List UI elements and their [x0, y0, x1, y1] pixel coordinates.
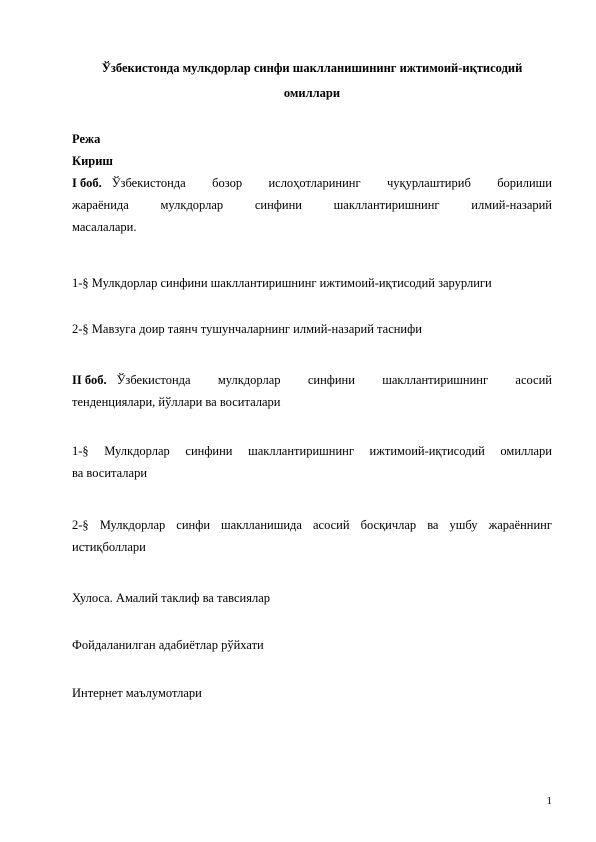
chapter-1-line-1 — [72, 172, 552, 194]
section-2-2 — [72, 514, 552, 558]
references — [72, 634, 552, 656]
page-number: 1 — [546, 795, 552, 807]
references-text: Фойдаланилган адабиётлар рўйхати — [72, 638, 264, 652]
plan-heading — [72, 128, 552, 172]
chapter-2-line-1 — [72, 369, 552, 391]
conclusion-text: Хулоса. Амалий таклиф ва тавсиялар — [72, 591, 270, 605]
section-2-1-line-1: 1-§ Мулкдорлар синфини шакллантиришнинг ижтимоий-иқтисодий омиллари — [72, 444, 552, 458]
chapter-1-line-3: масалалари. — [72, 220, 137, 234]
chapter-1-line-2: жараёнида мулкдорлар синфини шакллантиришнинг илмий-назарий — [72, 198, 552, 212]
chapter-1-label: I боб. — [72, 176, 102, 190]
chapter-2-label: II боб. — [72, 373, 107, 387]
chapter-2-title-part-1: Ўзбекистонда мулкдорлар синфини шакллантиришнинг асосий — [116, 373, 552, 387]
section-2-2-line-1: 2-§ Мулкдорлар синфи шаклланишида асосий босқичлар ва ушбу жараённинг — [72, 518, 552, 532]
section-1-2 — [72, 318, 552, 340]
chapter-2 — [72, 369, 552, 413]
chapter-1 — [72, 172, 552, 238]
section-2-1-line-2: ва воситалари — [72, 466, 148, 480]
intro-label: Кириш — [72, 154, 113, 168]
plan-label: Режа — [72, 132, 101, 146]
conclusion — [72, 587, 552, 609]
internet-sources-text: Интернет маълумотлари — [72, 686, 202, 700]
document-title — [72, 56, 552, 106]
chapter-2-line-2: тенденциялари, йўллари ва воситалари — [72, 395, 281, 409]
section-1-1 — [72, 272, 552, 294]
chapter-1-title-part-1: Ўзбекистонда бозор ислоҳотларининг чуқурлаштириб борилиши — [111, 176, 552, 190]
section-2-1 — [72, 440, 552, 484]
title-line-1: Ўзбекистонда мулкдорлар синфи шаклланишининг ижтимоий-иқтисодий — [101, 61, 523, 75]
internet-sources — [72, 682, 552, 704]
title-line-2: омиллари — [283, 86, 341, 100]
section-1-1-text: 1-§ Мулкдорлар синфини шакллантиришнинг ижтимоий-иқтисодий зарурлиги — [72, 276, 492, 290]
section-1-2-text: 2-§ Мавзуга доир таянч тушунчаларнинг илмий-назарий таснифи — [72, 322, 422, 336]
section-2-2-line-2: истиқболлари — [72, 540, 146, 554]
